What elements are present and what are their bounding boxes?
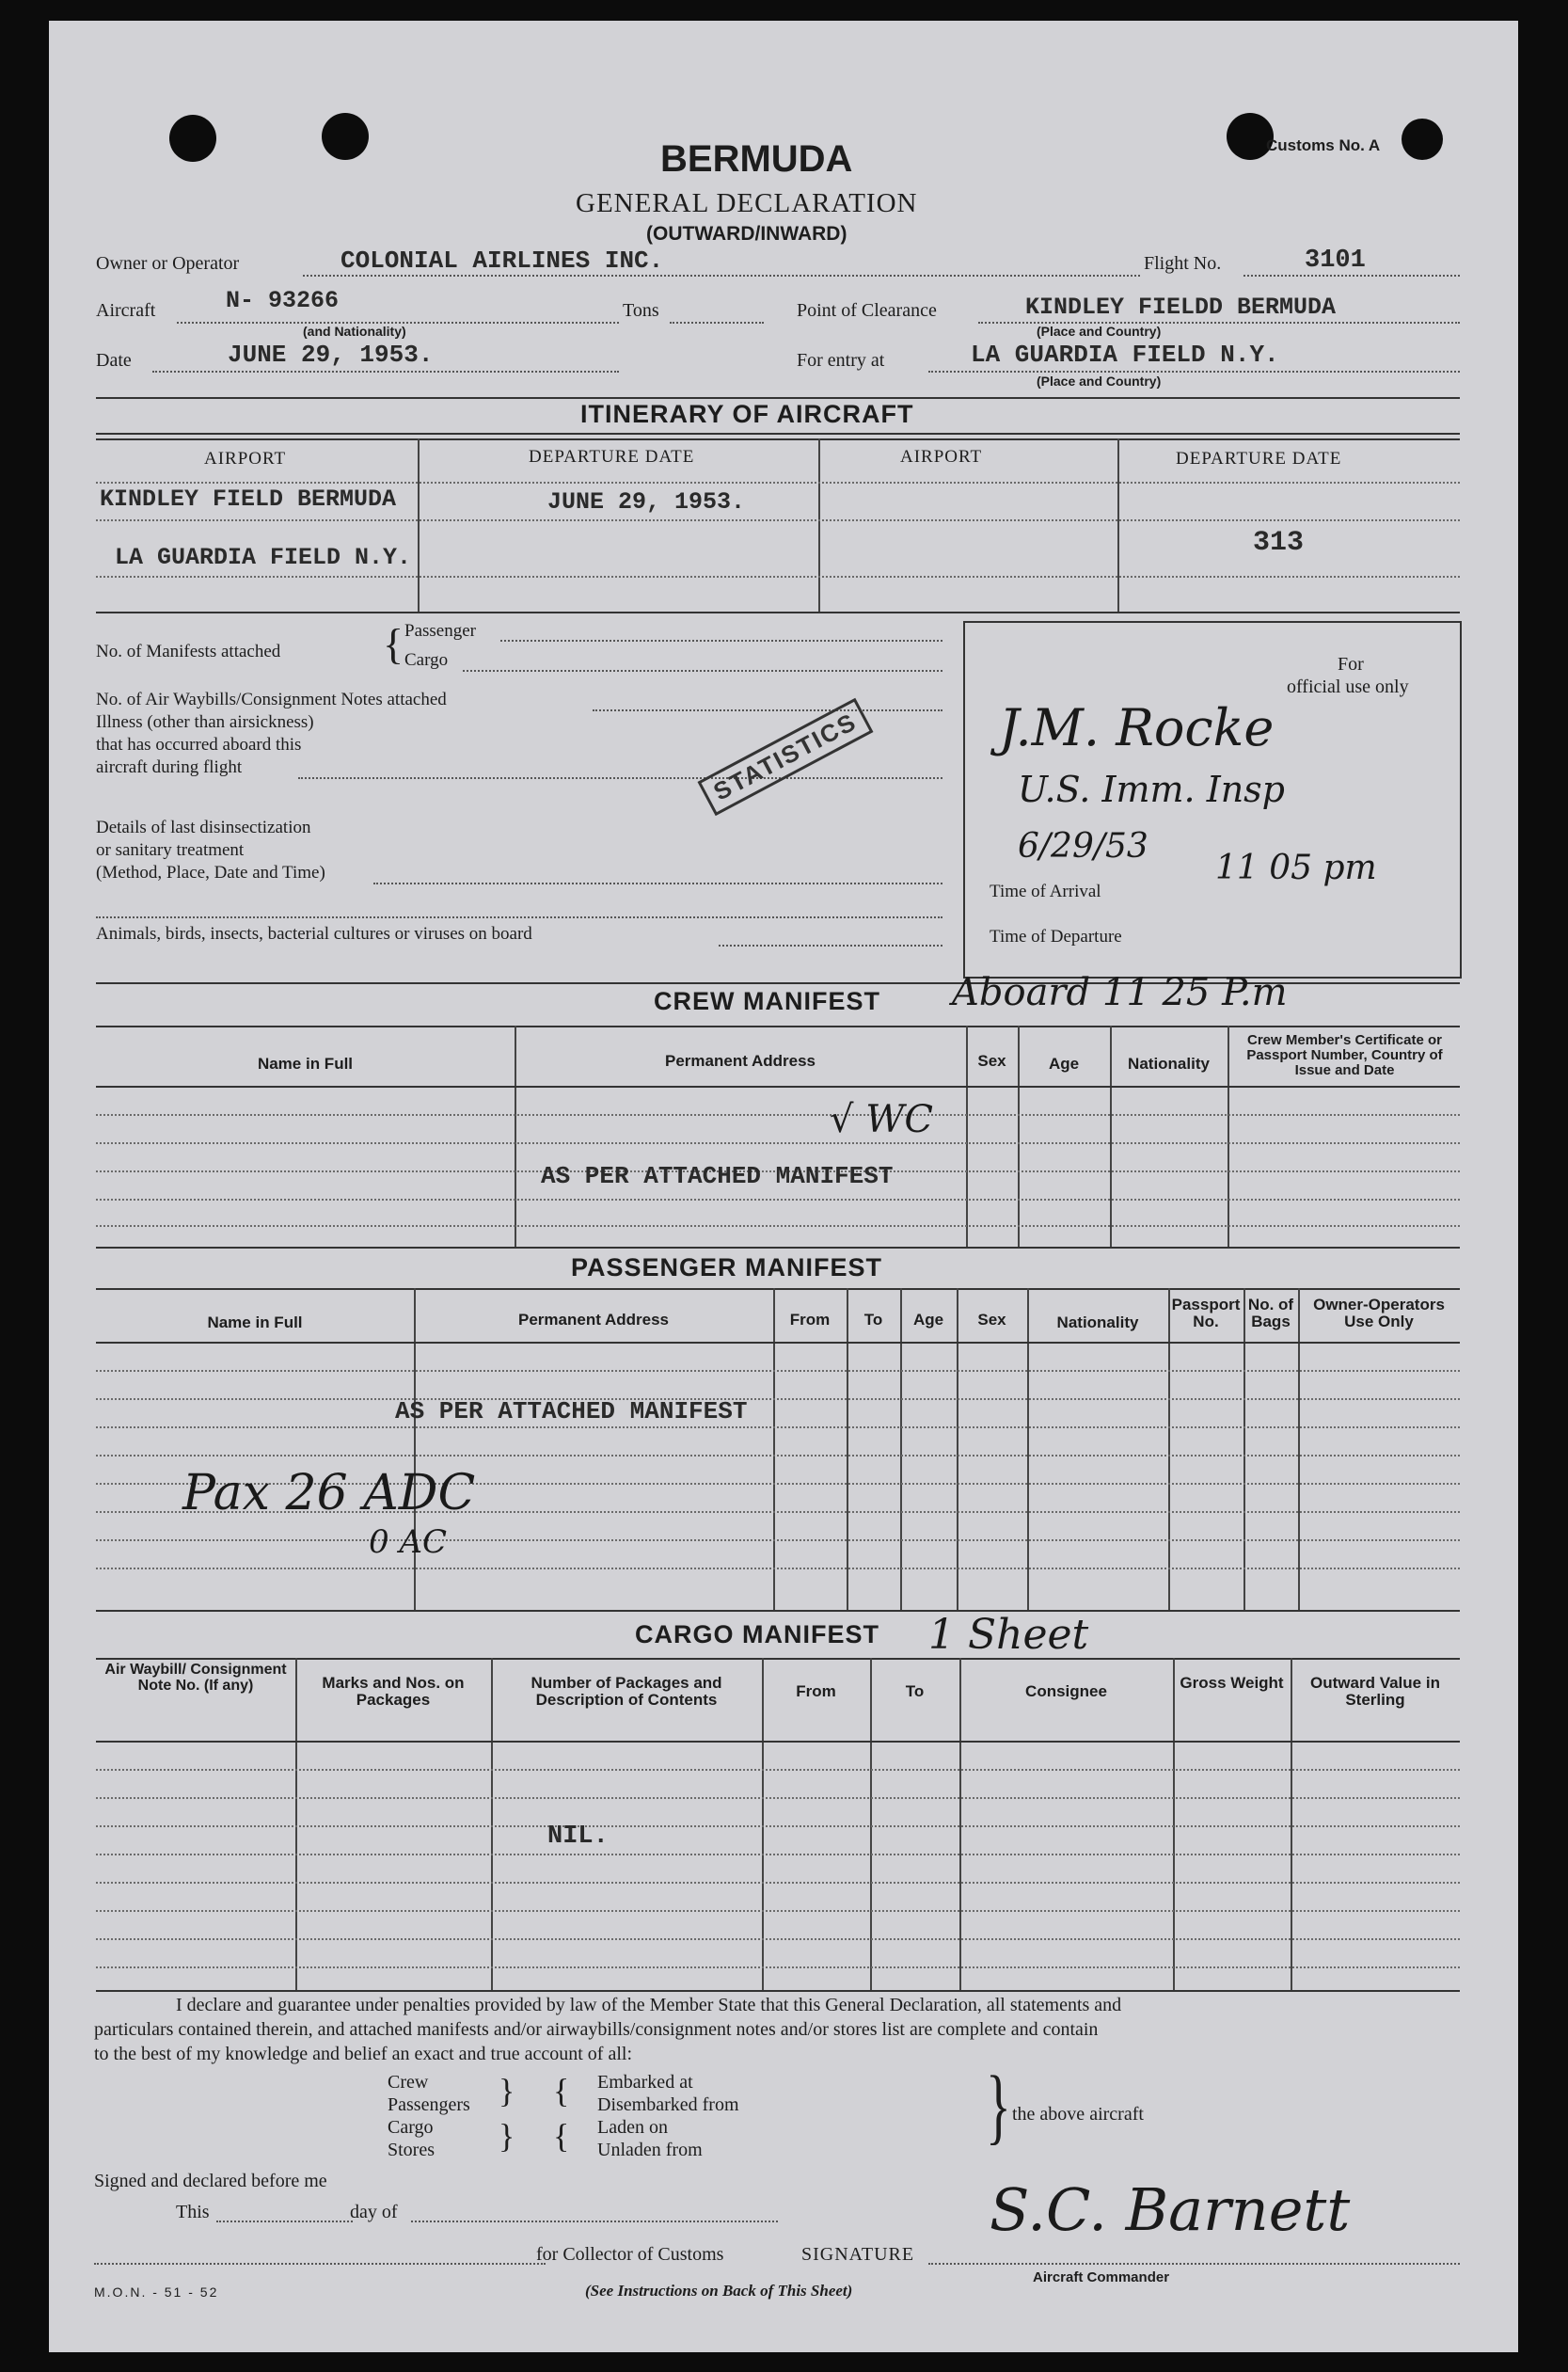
place-note-entry: (Place and Country)	[1037, 374, 1162, 389]
itin-header-airport-1: AIRPORT	[204, 449, 287, 469]
flight-label: Flight No.	[1144, 253, 1222, 274]
manifests-passenger: Passenger	[404, 621, 476, 641]
flight-value: 3101	[1305, 247, 1366, 275]
time-departure-label: Time of Departure	[990, 927, 1122, 947]
waybills-label: No. of Air Waybills/Consignment Notes attached	[96, 690, 447, 709]
cargo-title: CARGO MANIFEST	[635, 1620, 879, 1648]
punch-hole	[322, 113, 369, 160]
decl-day-of: day of	[350, 2202, 398, 2222]
crew-header-address: Permanent Address	[665, 1052, 816, 1070]
disinsect-label-2: or sanitary treatment	[96, 840, 245, 860]
passenger-title: PASSENGER MANIFEST	[571, 1253, 883, 1282]
pax-header-sex: Sex	[977, 1311, 1006, 1329]
owner-value: COLONIAL AIRLINES INC.	[341, 247, 664, 275]
form-subtitle: GENERAL DECLARATION	[576, 188, 918, 218]
itin-header-date-2: DEPARTURE DATE	[1176, 449, 1342, 469]
pax-header-name: Name in Full	[207, 1313, 303, 1331]
manifests-cargo: Cargo	[404, 650, 449, 670]
disinsect-label-1: Details of last disinsectization	[96, 818, 311, 837]
itin-row2-airport: LA GUARDIA FIELD N.Y.	[115, 544, 412, 571]
decl-cargo: Cargo	[388, 2117, 434, 2138]
official-for: For	[1338, 654, 1364, 675]
manifests-label: No. of Manifests attached	[96, 642, 281, 661]
cargo-value: NIL.	[547, 1823, 609, 1851]
crew-header-sex: Sex	[977, 1052, 1006, 1070]
disinsect-label-3: (Method, Place, Date and Time)	[96, 863, 325, 883]
cargo-header-weight: Gross Weight	[1180, 1674, 1284, 1692]
decl-passengers: Passengers	[388, 2094, 470, 2115]
decl-disembarked: Disembarked from	[597, 2094, 739, 2115]
entry-value: LA GUARDIA FIELD N.Y.	[971, 341, 1279, 369]
aircraft-note: (and Nationality)	[303, 324, 406, 339]
cargo-header-packages: Number of Packages and Description of Contents	[531, 1674, 722, 1709]
official-use-only: official use only	[1287, 677, 1409, 697]
crew-header-certificate: Crew Member's Certificate or Passport Number, Country of Issue and Date	[1246, 1032, 1443, 1078]
pax-header-address: Permanent Address	[518, 1311, 669, 1329]
decl-commander-label: Aircraft Commander	[1033, 2269, 1170, 2285]
itinerary-title: ITINERARY OF AIRCRAFT	[580, 400, 914, 428]
pax-header-bags: No. of Bags	[1247, 1296, 1294, 1330]
decl-embarked: Embarked at	[597, 2072, 693, 2093]
punch-hole	[169, 115, 216, 162]
crew-title: CREW MANIFEST	[654, 987, 880, 1015]
pax-header-nationality: Nationality	[1056, 1313, 1139, 1331]
itin-row2-date: 313	[1253, 527, 1305, 559]
aircraft-value: N- 93266	[226, 287, 340, 314]
form-number: M.O.N. - 51 - 52	[94, 2284, 219, 2300]
inspector-signature: J.M. Rocke	[999, 698, 1275, 757]
passenger-count-hand-2: 0 AC	[369, 1523, 448, 1561]
pax-header-age: Age	[912, 1311, 944, 1329]
date-label: Date	[96, 350, 132, 371]
commander-signature: S.C. Barnett	[990, 2175, 1351, 2244]
cargo-header-marks: Marks and Nos. on Packages	[322, 1674, 465, 1709]
inspector-date: 6/29/53	[1018, 827, 1148, 866]
aboard-time-hand: Aboard 11 25 P.m	[952, 971, 1288, 1014]
itin-header-date-1: DEPARTURE DATE	[529, 447, 695, 467]
passenger-count-hand: Pax 26 ADC	[182, 1465, 476, 1521]
crew-header-age: Age	[1048, 1055, 1080, 1073]
date-value: JUNE 29, 1953.	[228, 341, 434, 369]
pax-header-to: To	[863, 1311, 883, 1329]
cargo-header-waybill: Air Waybill/ Consignment Note No. (If any)	[104, 1662, 287, 1694]
declaration-form: Customs No. A BERMUDA GENERAL DECLARATION (OUTWARD/INWARD) Owner or Operator COLONIAL AIRLINES INC. Flight No. 3101 Aircraft N- 93266 (and Nationality) Tons Point of Clearance KINDLEY FIELDD BERMUDA (Place and Country) Date JUNE 29, 1953. For entry at LA GUARDIA FIELD N.Y. (Place and Country) ITINERARY OF AIRCRAFT AIRPORT DEPARTURE DATE AIRPORT DEPARTURE DATE KINDLEY FIELD BERMUDA JUNE 29, 1953. LA GUARDIA FIELD N.Y. 313 No. of Manifests attached { Passenger Cargo No. of Air Waybills/Consignment Notes attached Illness (other than airsickness) that has occurred aboard this aircraft during flight STATISTICS Details of last disinsectization or sanitary treatment (Method, Place, Date and Time) Animals, birds, insects, bacterial cultures or viruses on board For official use only J.M. Rocke U.S. Imm. Insp 6/29/53 Time of Arrival 11 05 pm Time of Departure CREW MANIFEST Aboard 11 25 P.m Name in Full Permanent Address Sex Age Nationality Crew Member's Certificate or Passport Number, Country of Issue and Date √ WC AS PER ATTACHED MANIFEST PASSENGER MANIFEST Name in Full Permanent Address From To Age Sex Nationality Passport No. No. of Bags Owner-Operators Use Only AS PER ATTACHED MANIFEST Pax 26 ADC 0 AC CARGO MANIFEST 1 Sheet Air Waybill/ Consignment Note No. (If any) Marks and Nos. on Packages Number of Packages and Description of Contents From To Consignee Gross Weight Outward Value in Sterling NIL. I declare and guarantee under penalties provided by law of the Member State that this General Declaration, all statements and particulars contained therein, and attached manifests and/or airwaybills/consignment notes and/or stores list are complete and contain to the best of my knowledge and belief an exact and true account of all: Crew Passengers Cargo Stores } } { { Embarked at Disembarked from Laden on Unladen from } the above aircraft Signed and declared before me This day of for Collector of Customs SIGNATURE S.C. Barnett Aircraft Commander M.O.N. - 51 - 52 (See Instructions on Back of This Sheet)	[49, 21, 1518, 2352]
crew-check-hand: √ WC	[830, 1098, 933, 1141]
pax-header-from: From	[789, 1311, 831, 1329]
illness-label-2: that has occurred aboard this	[96, 735, 302, 755]
arrival-time-hand: 11 05 pm	[1215, 849, 1377, 887]
illness-label-1: Illness (other than airsickness)	[96, 712, 314, 732]
declaration-line-3: to the best of my knowledge and belief an exact and true account of all:	[94, 2044, 633, 2064]
crew-header-nationality: Nationality	[1128, 1055, 1210, 1073]
place-note: (Place and Country)	[1037, 324, 1162, 339]
time-arrival-label: Time of Arrival	[990, 882, 1101, 901]
decl-crew: Crew	[388, 2072, 429, 2093]
aircraft-label: Aircraft	[96, 300, 156, 321]
passenger-note: AS PER ATTACHED MANIFEST	[395, 1397, 748, 1425]
cargo-header-consignee: Consignee	[1025, 1682, 1107, 1700]
cargo-header-value: Outward Value in Sterling	[1310, 1674, 1440, 1709]
declaration-line-1: I declare and guarantee under penalties provided by law of the Member State that this General Declaration, all statements and	[176, 1995, 1122, 2015]
animals-label: Animals, birds, insects, bacterial cultures or viruses on board	[96, 924, 532, 944]
entry-label: For entry at	[797, 350, 885, 371]
decl-instructions: (See Instructions on Back of This Sheet)	[585, 2282, 853, 2300]
decl-above-aircraft: the above aircraft	[1012, 2104, 1144, 2125]
statistics-stamp: STATISTICS	[697, 698, 873, 816]
decl-unladen: Unladen from	[597, 2140, 703, 2160]
pax-header-passport: Passport No.	[1171, 1296, 1241, 1330]
pax-header-owner: Owner-Operators Use Only	[1313, 1296, 1445, 1330]
cargo-header-to: To	[905, 1682, 925, 1700]
tons-label: Tons	[623, 300, 659, 321]
decl-collector: for Collector of Customs	[536, 2244, 724, 2265]
declaration-line-2: particulars contained therein, and attached manifests and/or airwaybills/consignment notes and/or stores list are complete and contain	[94, 2019, 1099, 2040]
decl-signed: Signed and declared before me	[94, 2171, 327, 2191]
decl-stores: Stores	[388, 2140, 435, 2160]
illness-label-3: aircraft during flight	[96, 757, 243, 777]
crew-note: AS PER ATTACHED MANIFEST	[541, 1162, 894, 1190]
itin-row1-airport: KINDLEY FIELD BERMUDA	[100, 486, 397, 513]
owner-label: Owner or Operator	[96, 253, 240, 274]
decl-signature-label: SIGNATURE	[801, 2244, 915, 2265]
form-direction: (OUTWARD/INWARD)	[646, 223, 847, 245]
form-title: BERMUDA	[660, 138, 853, 180]
crew-header-name: Name in Full	[257, 1055, 354, 1073]
clearance-value: KINDLEY FIELDD BERMUDA	[1025, 294, 1337, 321]
customs-number: Customs No. A	[1266, 136, 1381, 154]
decl-laden: Laden on	[597, 2117, 668, 2138]
cargo-sheet-hand: 1 Sheet	[928, 1611, 1089, 1659]
inspector-title: U.S. Imm. Insp	[1018, 769, 1285, 810]
itin-header-airport-2: AIRPORT	[900, 447, 983, 467]
clearance-label: Point of Clearance	[797, 300, 937, 321]
itin-row1-date: JUNE 29, 1953.	[547, 488, 746, 516]
decl-this: This	[176, 2202, 210, 2222]
cargo-header-from: From	[796, 1682, 836, 1700]
punch-hole	[1402, 119, 1443, 160]
